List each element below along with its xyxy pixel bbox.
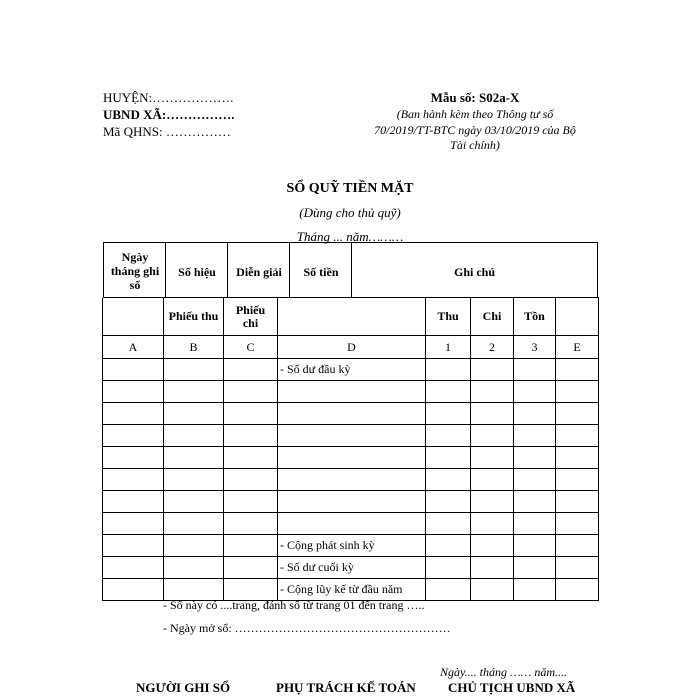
description-cell	[278, 425, 426, 447]
table-cell	[556, 381, 599, 403]
signature-accountant: PHỤ TRÁCH KẾ TOÁN	[276, 680, 416, 695]
table-cell	[103, 535, 164, 557]
description-cell: - Cộng phát sinh kỳ	[278, 535, 426, 557]
table-cell	[514, 491, 556, 513]
table-cell	[426, 535, 471, 557]
description-cell	[278, 469, 426, 491]
table-cell	[426, 447, 471, 469]
table-cell	[514, 381, 556, 403]
table-cell	[103, 403, 164, 425]
table-cell	[471, 579, 514, 601]
description-cell	[278, 381, 426, 403]
table-cell	[224, 513, 278, 535]
table-cell	[471, 513, 514, 535]
table-cell	[426, 469, 471, 491]
letter-cell: B	[164, 336, 224, 359]
table-row	[103, 425, 599, 447]
table-cell	[471, 381, 514, 403]
letter-cell: 1	[426, 336, 471, 359]
table-cell	[103, 513, 164, 535]
header-dien-giai: Diễn giải	[236, 265, 282, 279]
table-cell	[224, 469, 278, 491]
letter-row	[103, 336, 599, 359]
table-cell	[426, 359, 471, 381]
table-row	[103, 557, 599, 579]
letter-cell: 3	[514, 336, 556, 359]
table-cell	[556, 535, 599, 557]
letter-cell: D	[278, 336, 426, 359]
table-cell	[556, 403, 599, 425]
table-cell	[514, 513, 556, 535]
description-cell	[278, 403, 426, 425]
table-cell	[164, 513, 224, 535]
table-cell	[164, 447, 224, 469]
table-cell	[471, 425, 514, 447]
commune-line: UBND XÃ:…………….	[103, 107, 235, 122]
table-cell	[556, 447, 599, 469]
table-cell	[556, 513, 599, 535]
page-subtitle: (Dùng cho thủ quỹ)	[299, 205, 401, 220]
letter-cell: E	[556, 336, 599, 359]
signature-chairman: CHỦ TỊCH UBND XÃ	[448, 680, 576, 695]
header-ngay: Ngày tháng ghi sổ	[110, 250, 160, 292]
table-cell	[556, 491, 599, 513]
form-number: Mẫu số: S02a-X	[430, 90, 520, 105]
table-row	[103, 381, 599, 403]
table-cell	[471, 491, 514, 513]
pages-note: - Sổ này có ....trang, đánh số từ trang 01 đến trang …..	[163, 598, 425, 612]
table-cell	[471, 557, 514, 579]
table-cell	[471, 535, 514, 557]
table-row	[103, 535, 599, 557]
description-cell	[278, 491, 426, 513]
table-cell	[164, 403, 224, 425]
table-cell	[224, 403, 278, 425]
table-cell	[164, 557, 224, 579]
table-cell	[514, 425, 556, 447]
table-cell	[164, 535, 224, 557]
table-cell	[426, 381, 471, 403]
table-cell	[556, 359, 599, 381]
table-cell	[514, 359, 556, 381]
description-cell	[278, 447, 426, 469]
table-cell	[103, 491, 164, 513]
table-cell	[164, 381, 224, 403]
table-cell	[514, 469, 556, 491]
table-cell	[224, 535, 278, 557]
description-cell	[278, 513, 426, 535]
table-cell	[471, 447, 514, 469]
cash-book-table	[102, 297, 599, 601]
letter-cell: 2	[471, 336, 514, 359]
cell-blank	[278, 298, 426, 336]
header-so-tien: Số tiền	[303, 265, 339, 279]
table-row	[103, 403, 599, 425]
table-cell	[426, 513, 471, 535]
table-cell	[164, 425, 224, 447]
table-cell	[514, 447, 556, 469]
cell-blank	[556, 298, 599, 336]
header-phieu-thu: Phiếu thu	[164, 298, 224, 336]
table-cell	[426, 579, 471, 601]
table-cell	[514, 535, 556, 557]
table-cell	[556, 469, 599, 491]
table-cell	[103, 447, 164, 469]
date-line: Ngày.... tháng …… năm....	[440, 665, 568, 679]
form-note-3: Tài chính)	[450, 138, 500, 152]
header-ton: Tồn	[514, 298, 556, 336]
table-cell	[224, 359, 278, 381]
table-cell	[556, 579, 599, 601]
header-thu: Thu	[426, 298, 471, 336]
table-row	[103, 359, 599, 381]
table-cell	[103, 359, 164, 381]
header-ghi-chu: Ghi chú	[453, 265, 495, 279]
table-cell	[426, 491, 471, 513]
signature-recorder: NGƯỜI GHI SỔ	[136, 680, 231, 695]
table-cell	[224, 491, 278, 513]
table-cell	[556, 557, 599, 579]
header-chi: Chi	[471, 298, 514, 336]
form-note-2: 70/2019/TT-BTC ngày 03/10/2019 của Bộ	[374, 123, 576, 137]
letter-cell: C	[224, 336, 278, 359]
table-cell	[514, 579, 556, 601]
table-cell	[514, 557, 556, 579]
table-cell	[426, 425, 471, 447]
table-cell	[224, 557, 278, 579]
table-cell	[164, 469, 224, 491]
header-so-hieu: Số hiệu	[178, 265, 216, 279]
table-top-header	[103, 242, 598, 298]
table-cell	[426, 403, 471, 425]
description-cell: - Số dư đầu kỳ	[278, 359, 426, 381]
table-cell	[514, 403, 556, 425]
table-row	[103, 447, 599, 469]
table-cell	[103, 557, 164, 579]
table-cell	[224, 447, 278, 469]
table-cell	[103, 469, 164, 491]
table-cell	[471, 469, 514, 491]
table-cell	[224, 425, 278, 447]
table-cell	[224, 381, 278, 403]
opened-date-note: - Ngày mở sổ: ………………………………………………	[163, 621, 451, 635]
table-cell	[103, 381, 164, 403]
form-note-1: (Ban hành kèm theo Thông tư số	[396, 107, 554, 121]
page-title: SỔ QUỸ TIỀN MẶT	[286, 181, 414, 196]
description-cell: - Số dư cuối kỳ	[278, 557, 426, 579]
table-row	[103, 491, 599, 513]
table-row	[103, 469, 599, 491]
sub-header-row	[103, 298, 599, 336]
cell-blank	[103, 298, 164, 336]
qhns-line: Mã QHNS: ……………	[103, 124, 231, 139]
table-cell	[471, 403, 514, 425]
table-cell	[471, 359, 514, 381]
table-cell	[164, 359, 224, 381]
description-cell: - Cộng lũy kế từ đầu năm	[278, 579, 426, 601]
table-row	[103, 513, 599, 535]
district-line: HUYỆN:……………….	[103, 90, 234, 105]
table-cell	[103, 425, 164, 447]
table-cell	[103, 579, 164, 601]
table-cell	[164, 491, 224, 513]
letter-cell: A	[103, 336, 164, 359]
header-phieu-chi: Phiếu chi	[224, 298, 278, 336]
table-cell	[556, 425, 599, 447]
period-line: Tháng ... năm………	[296, 229, 404, 244]
table-cell	[426, 557, 471, 579]
